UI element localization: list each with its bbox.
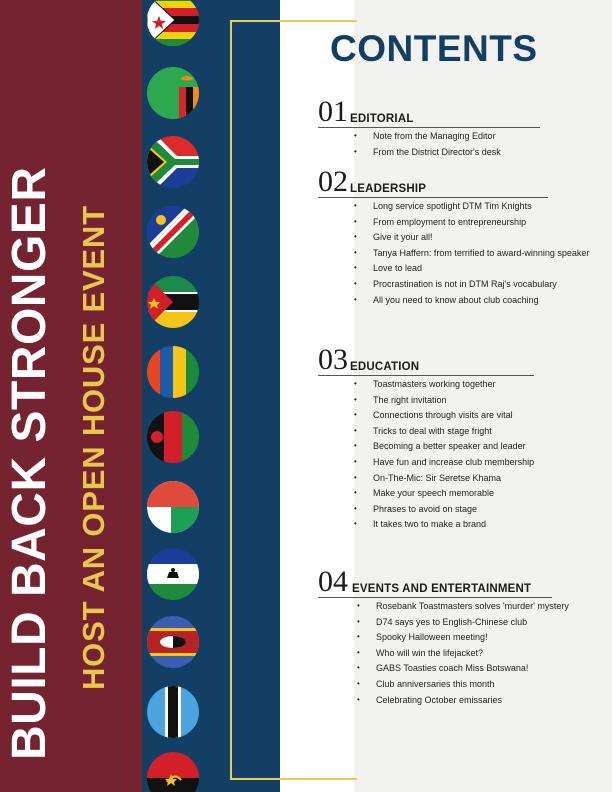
list-item[interactable]: • Give it your all!: [354, 232, 608, 242]
list-item[interactable]: • Make your speech memorable: [354, 488, 608, 498]
section-events-entertainment: [318, 565, 569, 710]
list-item[interactable]: • Spooky Halloween meeting!: [357, 632, 608, 642]
section-item-list: [318, 201, 608, 305]
mozambique-flag-icon: [147, 276, 199, 328]
list-item[interactable]: • It takes two to make a brand: [354, 519, 608, 529]
frame-top-line: [230, 20, 357, 22]
left-banner: [0, 0, 142, 792]
list-item[interactable]: • Who will win the lifejacket?: [357, 648, 608, 658]
eswatini-flag-icon: [147, 616, 199, 668]
section-header: [318, 343, 534, 376]
lesotho-flag-icon: [147, 548, 199, 600]
zimbabwe-flag-icon: [147, 0, 199, 46]
section-header: [318, 565, 552, 598]
madagascar-flag-icon: [147, 481, 199, 533]
list-item[interactable]: • Connections through visits are vital: [354, 410, 608, 420]
flag-column: [142, 0, 280, 792]
section-title: EDUCATION: [350, 361, 420, 373]
section-number: 02: [318, 165, 348, 198]
frame-left-line: [230, 20, 232, 780]
frame-bottom-line: [230, 778, 357, 780]
banner-sub-text: HOST AN OPEN HOUSE EVENT: [76, 205, 111, 690]
list-item[interactable]: • Toastmasters working together: [354, 379, 608, 389]
section-item-list: [318, 379, 608, 529]
section-number: 01: [318, 95, 348, 128]
list-item[interactable]: • Tanya Haffern: from terrified to award-winning speaker: [354, 248, 608, 258]
zambia-flag-icon: [147, 67, 199, 119]
section-item-list: [318, 601, 608, 705]
gabon-flag-icon: [147, 346, 199, 398]
section-education: [318, 343, 535, 535]
section-header: [318, 95, 540, 128]
section-editorial: [318, 95, 540, 162]
malawi-flag-icon: [147, 411, 199, 463]
list-item[interactable]: • GABS Toasties coach Miss Botswana!: [357, 663, 608, 673]
banner-main-text: BUILD BACK STRONGER: [3, 166, 56, 760]
section-number: 04: [318, 565, 348, 598]
list-item[interactable]: • The right invitation: [354, 395, 608, 405]
section-item-list: [318, 131, 540, 157]
list-item[interactable]: • On-The-Mic: Sir Seretse Khama: [354, 473, 608, 483]
angola-flag-icon: [147, 752, 199, 792]
page-title: CONTENTS: [330, 28, 538, 69]
list-item[interactable]: • Long service spotlight DTM Tim Knights: [354, 201, 608, 211]
list-item[interactable]: • Celebrating October emissaries: [357, 695, 608, 705]
list-item[interactable]: • Becoming a better speaker and leader: [354, 441, 608, 451]
section-leadership: [318, 165, 590, 310]
section-header: [318, 165, 548, 198]
list-item[interactable]: • From the District Director's desk: [354, 147, 540, 157]
south-africa-flag-icon: [147, 136, 199, 188]
list-item[interactable]: • Rosebank Toastmasters solves 'murder' mystery: [357, 601, 608, 611]
list-item[interactable]: • Phrases to avoid on stage: [354, 504, 608, 514]
section-title: LEADERSHIP: [350, 183, 427, 195]
list-item[interactable]: • Tricks to deal with stage fright: [354, 426, 608, 436]
botswana-flag-icon: [147, 686, 199, 738]
list-item[interactable]: • From employment to entrepreneurship: [354, 217, 608, 227]
namibia-flag-icon: [147, 206, 199, 258]
list-item[interactable]: • All you need to know about club coaching: [354, 295, 608, 305]
list-item[interactable]: • Club anniversaries this month: [357, 679, 608, 689]
list-item[interactable]: • Love to lead: [354, 263, 608, 273]
section-number: 03: [318, 343, 348, 376]
list-item[interactable]: • D74 says yes to English-Chinese club: [357, 617, 608, 627]
section-title: EVENTS AND ENTERTAINMENT: [352, 583, 532, 595]
list-item[interactable]: • Note from the Managing Editor: [354, 131, 540, 141]
list-item[interactable]: • Have fun and increase club membership: [354, 457, 608, 467]
list-item[interactable]: • Procrastination is not in DTM Raj's vocabulary: [354, 279, 608, 289]
section-title: EDITORIAL: [350, 113, 414, 125]
